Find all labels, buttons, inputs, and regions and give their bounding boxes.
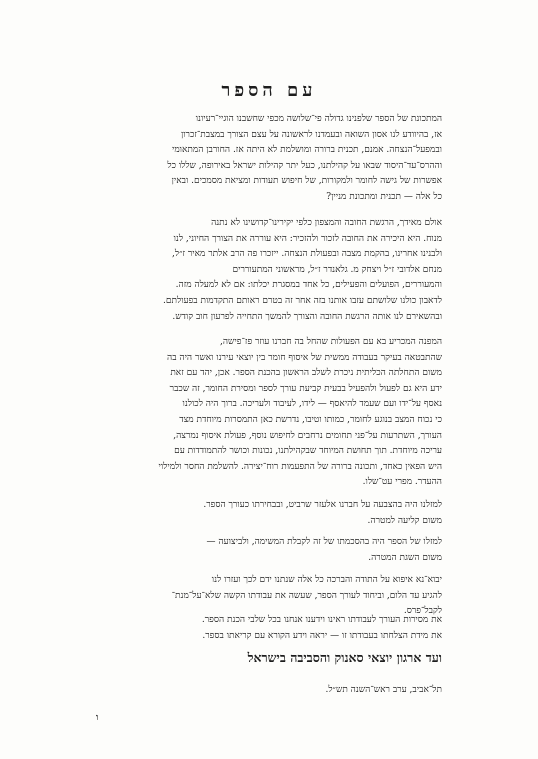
- text-line: כי נכוח המצב בנוגע לחומר, כמותו וטיבו, נדרשת כאן התמסרות מיוחדת מצד: [179, 414, 442, 425]
- text-line: המתכונת של הספר שלפנינו גדולה פי־שלושה מכפי שחשבנו הוגיי־רעיונו: [195, 114, 442, 124]
- text-line: משום התחלתה הכליתית ניכרת לשלב הראשון בהכנת הספר. אכן, יהד עם זאת: [170, 368, 442, 379]
- paragraph-5: [100, 535, 442, 566]
- organization-signature: ועד ארגון יוצאי סאנוק והסביבה בישראל: [247, 650, 442, 665]
- text-line: למזלנו היה בהצבעה על חברנו אלעזר שרביט, ובבחירתו כעורך הספר.: [203, 500, 442, 510]
- text-line: אולם מאידך, הרגשת החובה והמצפון כלפי יקירינו־קדושינו לא נתנה: [211, 218, 442, 228]
- paragraph-3: [100, 335, 442, 491]
- text-line: ולבנינו אחרינו, בהקמת מצבה ובפעולת הנצחה. ייזכרו פה הרב אלתר מאיר ז״ל,: [172, 249, 442, 260]
- text-line: לדאבון כולנו שלושתם עזבו אותנו בזה אחר זה בטרם ראותם התקדמות בפעולתם.: [163, 295, 442, 306]
- text-line: להגיע עד הלום, וביחוד לעורך הספר, שעשה את עבודתו הקשה שלא־על־מנת־: [171, 590, 442, 601]
- text-line: משום קליעה למטרה.: [367, 515, 442, 526]
- text-line: והמעוררים, הפועלים והפעילים, כל אחד במסגרת יכלתו: אם לא למעלה מזה.: [175, 280, 442, 291]
- text-line: לקבל־פרס.: [403, 606, 442, 617]
- text-line: שהתבטאה בעיקר בעבודה ממשית של איסוף חומר בין יוצאי עירנו ואשר היה בה: [167, 352, 442, 363]
- text-line: היש הפאין כאחד, ותכונה ברורה של התפעמות רוח־יצירה. להשלמת החסר ולמילוי: [158, 461, 442, 472]
- paragraph-2: [100, 216, 442, 325]
- text-line: אפשרות של גישה לחומר ולמקורות, של חיפוש תעודות ומציאת מסמכים. ובאין: [171, 176, 442, 187]
- text-line: מנוח. היא היכירה את החובה לזכור ולהזכיר: היא עוררה את הצורך החיוני, לנו: [173, 233, 442, 244]
- page-number: ו: [96, 713, 99, 723]
- text-line: יבוא־נא איפוא על התודה והברכה כל אלה שנתנו ידם לכך ועזרו לנו: [211, 575, 442, 585]
- paragraph-7: [100, 613, 442, 644]
- text-line: ידע היא גם לפעול ולהפעיל בבעית קביעת עורך לספר ומסירת החומר, זה שכבר: [169, 383, 442, 394]
- paragraph-4: [100, 498, 442, 529]
- text-line: עריכה מיוחדת. תוך תחושת המיוחד שבקהילתנו, נכונות וכושר להתמודדות עם: [174, 446, 442, 457]
- text-line: ובהשאירם לנו אותה הרגשת החובה והצורך להמשך התחייה לפרעון חוב קודש.: [172, 311, 442, 322]
- text-line: אז, בהיוודע לנו אסון השואה ובעמדנו לראשונה על עצם הצורך במצבת־זכרון: [180, 129, 442, 140]
- text-line: ההעדר. מפרי עט־שלו.: [362, 477, 442, 488]
- text-line: משום השגת המטרה.: [368, 552, 442, 563]
- text-line: כל אלה — תכנית ומתכונת מניין?: [326, 191, 442, 202]
- text-line: נאסף על־ידו ועם שעמד להיאסף — לידו, לעיבוד ולעריכה. ברוך היה לכולנו: [182, 399, 442, 410]
- text-line: העורך, השתרעות על־פני תחומים נרחבים לחיפוש נוסף, פעולת איסוף נמרצה,: [173, 430, 442, 441]
- text-line: למזלו של הספר היה בהסכמתו של זה לקבלת המשימה, ולביצועה —: [206, 537, 442, 547]
- page-title: עם הספר: [221, 80, 317, 101]
- text-line: את מידת הצלחתו בעבודתו זו — יראה וידע הקורא עם קריאתו בספר.: [202, 630, 442, 641]
- text-line: מנחם אלדובי ז״ל ויצחק מ. גלאנדר ז״ל, מראשוני המתעוררים: [232, 264, 442, 275]
- paragraph-1: [100, 112, 442, 206]
- text-line: את מסירות העורך לעבודתו ראינו וידענו אנחנו בכל שלבי הכנת הספר.: [201, 615, 442, 625]
- text-line: וההרס־עד־היסוד שבאו על קהילתנו, כעל יתר קהילות ישראל באירופה, שללו כל: [167, 160, 442, 171]
- place-and-date: תל־אביב, ערב ראש־השנה תש״ל.: [325, 685, 442, 695]
- text-line: המפנה המכריע בא עם הפעולות שהחל בה חברנו עוזר פז־פישה,: [220, 337, 442, 347]
- text-line: ובמפעל־הנצחה. אמנם, תכנית ברורה ומושלמת לא היתה אז. החורבן המתאומי: [171, 145, 442, 156]
